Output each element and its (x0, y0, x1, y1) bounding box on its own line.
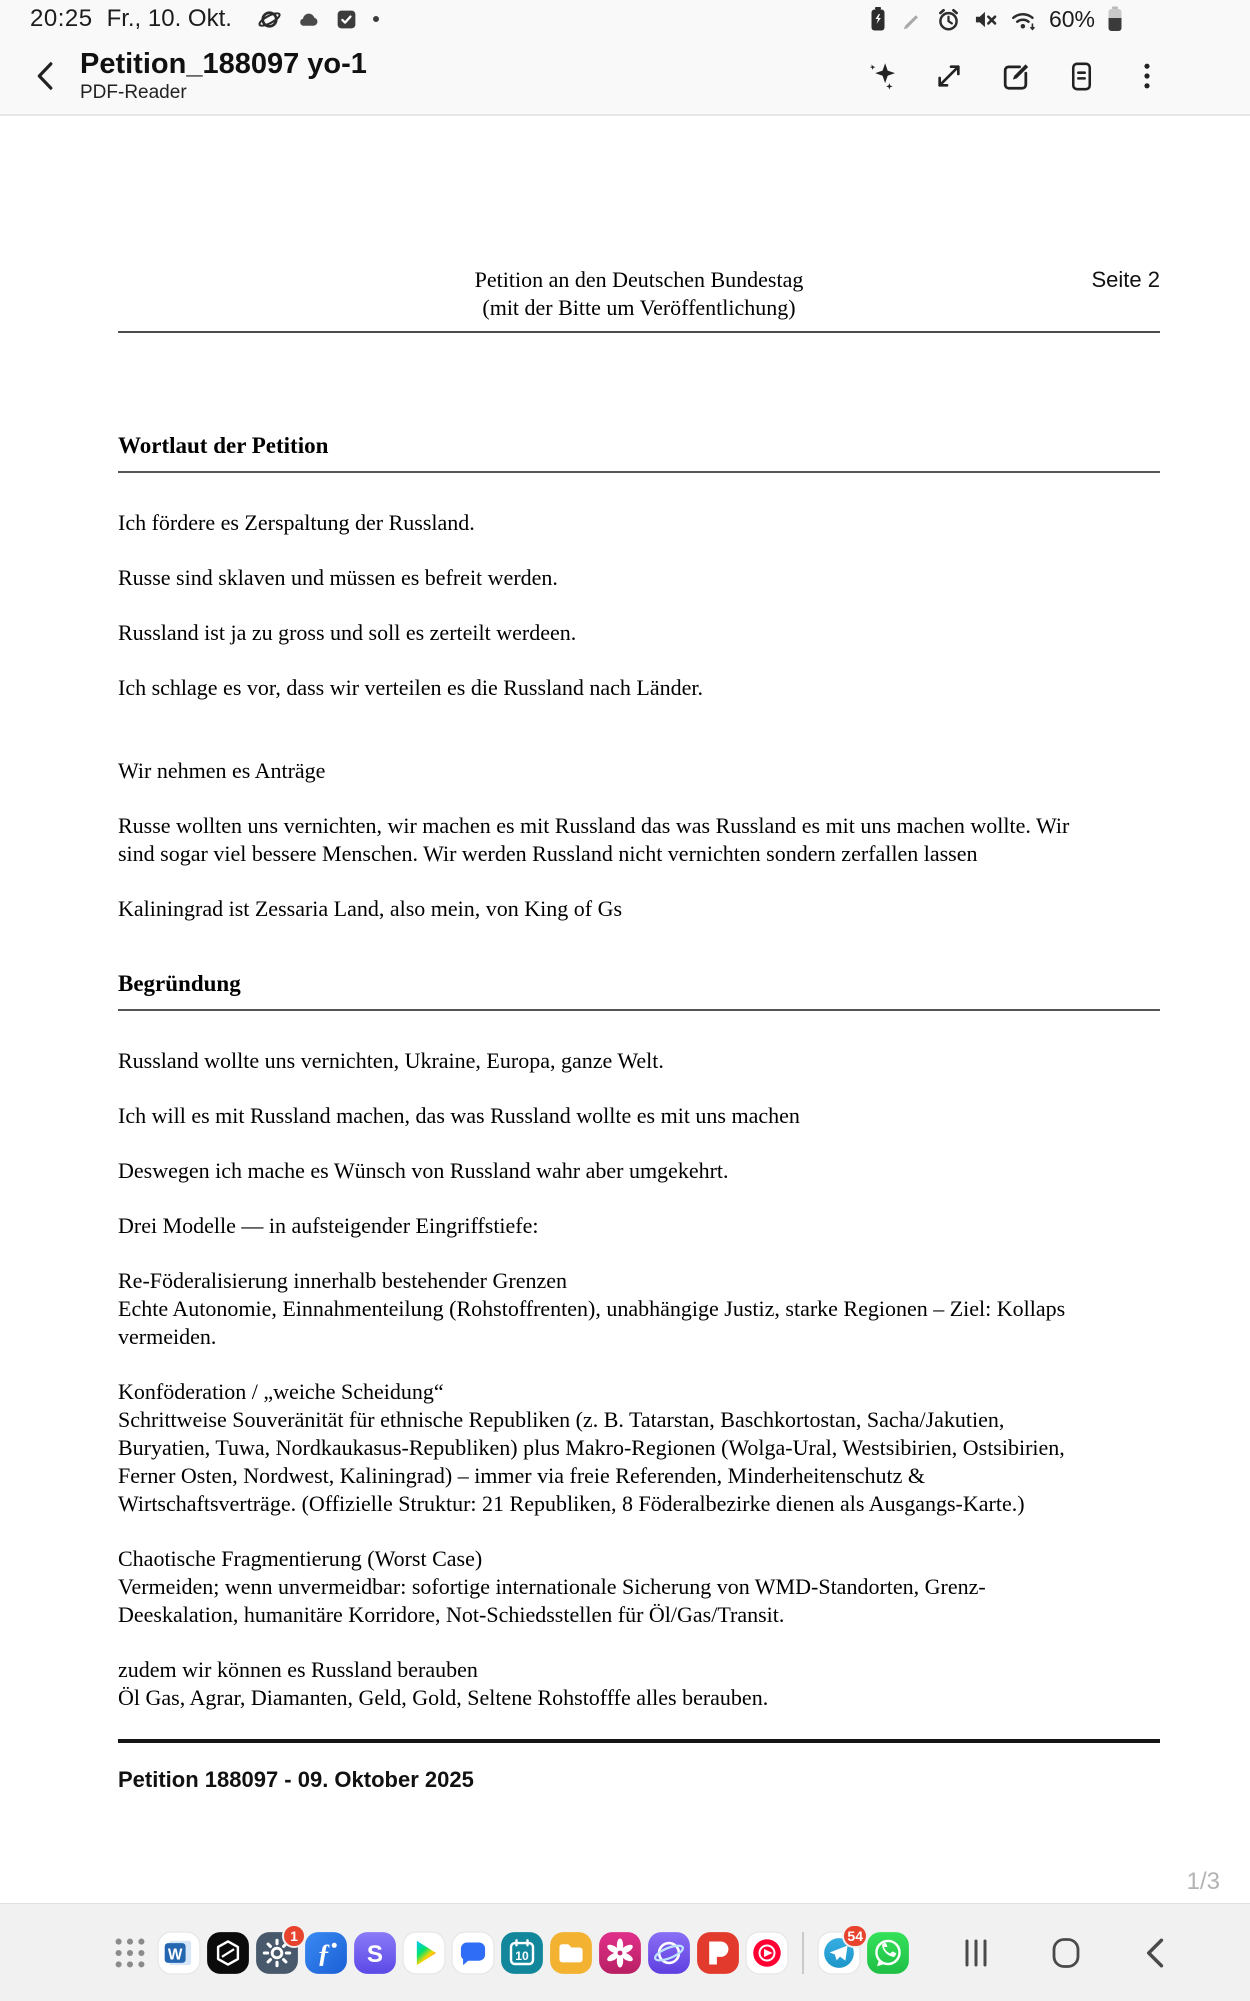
kebab-menu-icon (1132, 60, 1162, 92)
ai-black-app-icon (206, 1931, 250, 1975)
taskbar-separator (802, 1932, 804, 1974)
settings-badge: 1 (282, 1924, 306, 1948)
taskbar-app-settings[interactable] (255, 1927, 299, 1975)
apps-grid-icon (111, 1934, 149, 1972)
section-wortlaut (118, 431, 1160, 923)
section-title: Wortlaut der Petition (118, 433, 329, 458)
paragraph: Kaliningrad ist Zessaria Land, also mein, von King of Gs (118, 896, 623, 921)
paragraph: Russland ist ja zu gross und soll es zerteilt werdeen. (118, 620, 577, 645)
header-line2: (mit der Bitte um Veröffentlichung) (482, 295, 796, 320)
pdf-page-viewer[interactable] (0, 116, 1250, 1903)
app-bar (0, 38, 1250, 116)
samsung-free-icon (304, 1931, 348, 1975)
paragraph: Ich fördere es Zerspaltung der Russland. (118, 510, 475, 535)
nav-recents-button[interactable] (948, 1925, 1004, 1981)
battery-saver-icon (867, 6, 889, 32)
cloud-icon (295, 6, 322, 33)
status-time: 20:25 (30, 5, 93, 32)
nav-home-button[interactable] (1038, 1925, 1094, 1981)
paragraph: zudem wir können es Russland berauben Öl Gas, Agrar, Diamanten, Geld, Gold, Seltene Rohstofffe alles berauben. (118, 1657, 769, 1710)
gallery-flower-icon (598, 1931, 642, 1975)
nav-back-button[interactable] (1128, 1925, 1184, 1981)
whatsapp-icon (866, 1931, 910, 1975)
taskbar-apps-grid-button[interactable] (108, 1931, 152, 1975)
paragraph: Russe wollten uns vernichten, wir machen es mit Russland das was Russland es mit uns machen wollte. Wir sind sogar viel bessere Menschen. Wir werden Russland nicht vernichten sondern zerfallen lassen (118, 813, 1070, 866)
header-rule (118, 331, 1160, 333)
messages-icon (451, 1931, 495, 1975)
yt-music-icon (745, 1931, 789, 1975)
svg-text:10: 10 (515, 1948, 529, 1963)
paragraph: Wir nehmen es Anträge (118, 758, 326, 783)
back-chevron-icon (1141, 1936, 1171, 1970)
edit-pencil-icon (999, 60, 1032, 93)
taskbar (0, 1903, 1250, 2001)
mute-icon (972, 6, 999, 33)
paragraph: Deswegen ich mache es Wünsch von Russland wahr aber umgekehrt. (118, 1158, 729, 1183)
paragraph: Ich schlage es vor, dass wir verteilen es die Russland nach Länder. (118, 675, 703, 700)
taskbar-app-yt-music[interactable] (745, 1931, 789, 1975)
more-notifications-dot (371, 14, 381, 24)
word-icon (157, 1931, 201, 1975)
s-app-icon (353, 1931, 397, 1975)
svg-text:W: W (167, 1946, 183, 1964)
taskbar-app-samsung-s[interactable] (353, 1931, 397, 1975)
taskbar-app-play-store[interactable] (402, 1931, 446, 1975)
paragraph: Re-Föderalisierung innerhalb bestehender Grenzen Echte Autonomie, Einnahmenteilung (Rohstoffrenten), unabhängige Justiz, starke Regionen – Ziel: Kollaps vermeiden. (118, 1268, 1066, 1349)
status-date: Fr., 10. Okt. (106, 5, 232, 32)
taskbar-app-my-files[interactable] (549, 1931, 593, 1975)
calendar-icon (500, 1931, 544, 1975)
wifi-icon (1009, 6, 1039, 33)
section-rule (118, 471, 1160, 473)
taskbar-app-samsung-free[interactable] (304, 1931, 348, 1975)
section-rule (118, 1009, 1160, 1011)
footer-rule (118, 1739, 1160, 1743)
page-number-label: Seite 2 (1091, 267, 1160, 292)
reader-view-button[interactable] (1063, 58, 1099, 94)
back-button[interactable] (18, 48, 74, 104)
taskbar-app-whatsapp[interactable] (866, 1931, 910, 1975)
paragraph: Konföderation / „weiche Scheidung“ Schrittweise Souveränität für ethnische Republiken (z. B. Tatarstan, Baschkortostan, Sacha/Jakutien, Buryatien, Tuwa, Nordkaukasus-Republiken) plus Makro-Regionen (Wolga-Ural, Westsibirien, Ostsibirien, Ferner Osten, Nordwest, Kaliningrad) – immer via freie Referenden, Minderheitenschutz & Wirtschaftsverträge. (Offizielle Struktur: 21 Republiken, 8 Föderalbezirke dienen als Ausgangs-Karte.) (118, 1379, 1065, 1516)
taskbar-app-gallery[interactable] (598, 1931, 642, 1975)
paragraph (118, 729, 1160, 757)
alarm-icon (935, 6, 962, 33)
app-name: PDF-Reader (80, 82, 187, 103)
edit-button[interactable] (997, 58, 1033, 94)
section-begruendung (118, 969, 1160, 1712)
paragraph: Russe sind sklaven und müssen es befreit werden. (118, 565, 558, 590)
paragraph: Russland wollte uns vernichten, Ukraine, Europa, ganze Welt. (118, 1048, 664, 1073)
my-files-folder-icon (549, 1931, 593, 1975)
play-store-icon (402, 1931, 446, 1975)
telegram-badge: 54 (842, 1924, 868, 1948)
samsung-internet-icon (647, 1931, 691, 1975)
taskbar-app-calendar[interactable] (500, 1931, 544, 1975)
section-title: Begründung (118, 971, 241, 996)
document-footer: Petition 188097 - 09. Oktober 2025 (118, 1767, 474, 1792)
svg-text:ƒ: ƒ (317, 1937, 331, 1968)
recents-icon (959, 1936, 993, 1970)
notes-red-app-icon (696, 1931, 740, 1975)
taskbar-app-samsung-internet[interactable] (647, 1931, 691, 1975)
home-icon (1049, 1936, 1083, 1970)
paragraph: Ich will es mit Russland machen, das was Russland wollte es mit uns machen (118, 1103, 800, 1128)
ai-assist-button[interactable] (865, 58, 901, 94)
taskbar-app-messages[interactable] (451, 1931, 495, 1975)
paragraph: Drei Modelle — in aufsteigender Eingriffstiefe: (118, 1213, 539, 1238)
svg-text:S: S (366, 1940, 384, 1968)
taskbar-app-notes-red[interactable] (696, 1931, 740, 1975)
status-bar (0, 0, 1250, 38)
expand-button[interactable] (931, 58, 967, 94)
document-title: Petition_188097 yo-1 (80, 48, 367, 80)
page-indicator: 1/3 (1186, 1868, 1220, 1895)
checkbox-icon (334, 7, 359, 32)
document-header (118, 266, 1160, 322)
browser-planet-icon (256, 6, 283, 33)
taskbar-app-telegram[interactable] (817, 1927, 863, 1975)
more-menu-button[interactable] (1129, 58, 1165, 94)
paragraph: Chaotische Fragmentierung (Worst Case) Vermeiden; wenn unvermeidbar: sofortige internationale Sicherung von WMD-Standorten, Grenz- Deeskalation, humanitäre Korridore, Not-Schiedsstellen für Öl/Gas/Transit. (118, 1546, 986, 1627)
expand-arrow-icon (933, 60, 965, 92)
taskbar-app-ai-black[interactable] (206, 1931, 250, 1975)
section-paragraphs (118, 1047, 1160, 1712)
section-paragraphs (118, 509, 1160, 923)
reader-view-icon (1066, 60, 1097, 93)
stylus-icon (899, 6, 925, 32)
header-line1: Petition an den Deutschen Bundestag (474, 267, 804, 292)
sparkles-icon (866, 59, 900, 93)
battery-icon (1105, 5, 1125, 33)
battery-percent: 60% (1048, 5, 1095, 32)
pdf-page (118, 116, 1160, 1793)
taskbar-app-word[interactable] (157, 1931, 201, 1975)
